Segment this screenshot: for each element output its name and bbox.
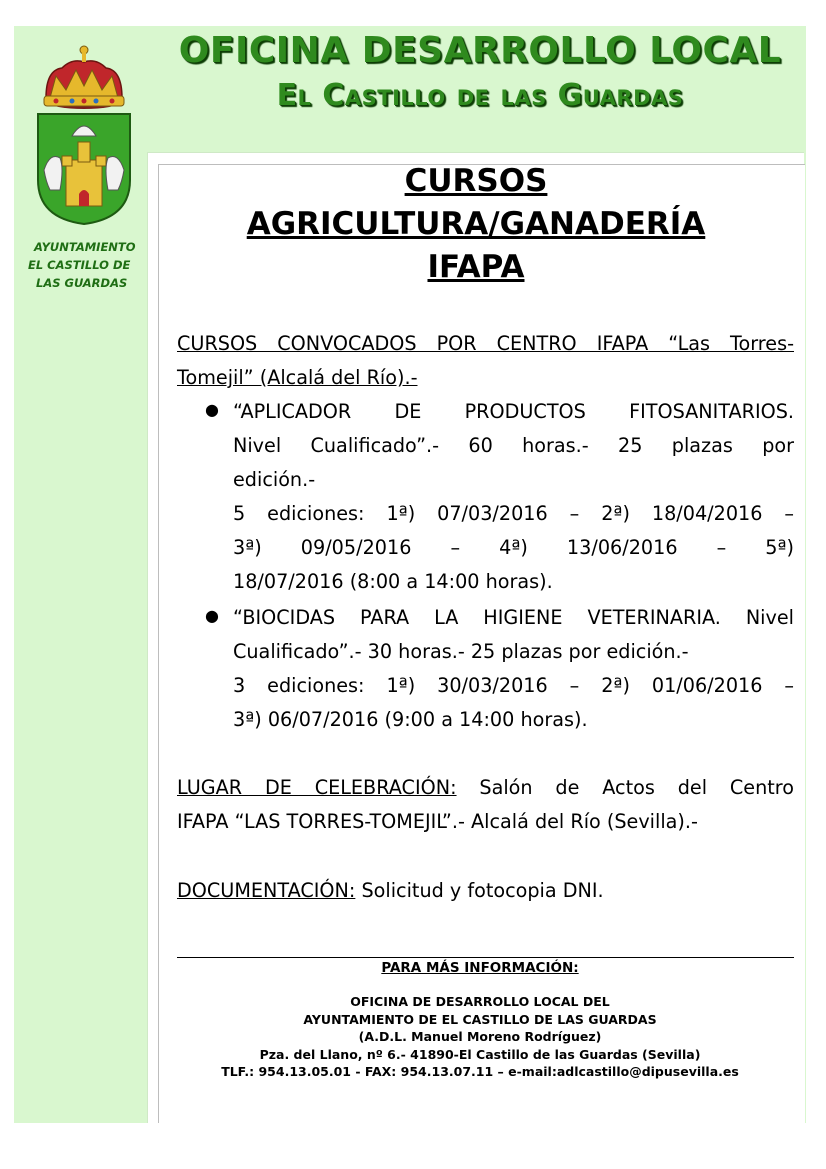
sidebar-line: EL CASTILLO DE [28,258,131,272]
contact-line: OFICINA DE DESARROLLO LOCAL DEL [350,994,610,1009]
contact-block [160,993,800,1081]
contact-line: Pza. del Llano, nº 6.- 41890-El Castillo de las Guardas (Sevilla) [259,1046,701,1062]
coat-of-arms-icon [32,40,136,225]
intro-line: Tomejil” (Alcalá del Río).- [177,366,418,389]
intro-paragraph [177,327,794,395]
course-item [233,601,794,737]
course-line: 3ª) 09/05/2016 – 4ª) 13/06/2016 – 5ª) [233,536,794,559]
contact-line: (A.D.L. Manuel Moreno Rodríguez) [358,1029,602,1044]
sidebar-line: LAS GUARDAS [36,276,128,290]
course-item [233,395,794,599]
title-line: AGRICULTURA/GANADERÍA [246,206,706,242]
sidebar-label [22,238,152,292]
venue-line: IFAPA “LAS TORRES-TOMEJIL”.- Alcalá del Río (Sevilla).- [177,810,698,833]
contact-line: TLF.: 954.13.05.01 - FAX: 954.13.07.11 – e-mail:adlcastillo@dipusevilla.es [221,1064,739,1079]
course-line: “APLICADOR DE PRODUCTOS FITOSANITARIOS. [233,400,794,423]
course-line: Nivel Cualificado”.- 60 horas.- 25 plazas por [233,434,794,457]
venue-paragraph [177,771,794,839]
divider [177,957,794,958]
bullet-icon: ● [205,606,219,625]
contact-line: AYUNTAMIENTO DE EL CASTILLO DE LAS GUARDAS [303,1011,657,1027]
title-line: CURSOS [404,163,548,199]
page-title [160,160,792,289]
info-heading-text: PARA MÁS INFORMACIÓN: [381,960,579,976]
office-title: OFICINA DESARROLLO LOCAL [178,30,782,71]
documentation-label: DOCUMENTACIÓN: [177,879,356,902]
bullet-icon: ● [205,400,219,419]
course-line: Cualificado”.- 30 horas.- 25 plazas por edición.- [233,640,689,663]
documentation-text: Solicitud y fotocopia DNI. [355,879,604,902]
venue-label: LUGAR DE CELEBRACIÓN: [177,776,457,799]
intro-line: CURSOS CONVOCADOS POR CENTRO IFAPA “Las Torres- [177,332,794,355]
course-line: edición.- [233,468,316,491]
town-title: El Castillo de las Guardas [276,78,684,113]
documentation-paragraph [177,874,794,908]
course-line: “BIOCIDAS PARA LA HIGIENE VETERINARIA. Nivel [233,606,794,629]
course-line: 5 ediciones: 1ª) 07/03/2016 – 2ª) 18/04/2016 – [233,502,794,525]
venue-text: Salón de Actos del Centro [456,776,794,799]
sidebar-line: AYUNTAMIENTO [34,240,136,254]
course-line: 3ª) 06/07/2016 (9:00 a 14:00 horas). [233,708,588,731]
course-line: 18/07/2016 (8:00 a 14:00 horas). [233,570,553,593]
info-heading [160,960,800,978]
title-line: IFAPA [427,249,525,285]
course-line: 3 ediciones: 1ª) 30/03/2016 – 2ª) 01/06/2016 – [233,674,794,697]
